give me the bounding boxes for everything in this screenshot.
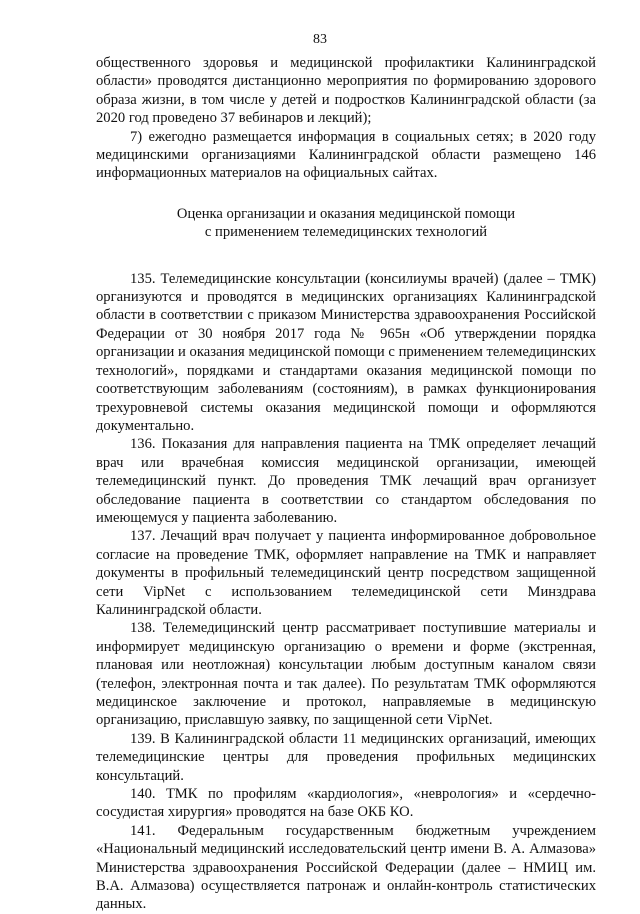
page-number: 83	[313, 32, 327, 47]
paragraph-140: 140. ТМК по профилям «кардиология», «неврология» и «сердечно-сосудистая хирургия» проводятся на базе ОКБ КО.	[96, 786, 596, 821]
section-heading: Оценка организации и оказания медицинской помощи с применением телемедицинских технологий	[176, 205, 516, 241]
paragraph-137: 137. Лечащий врач получает у пациента информированное добровольное согласие на проведение ТМК, оформляет направление на ТМК и направляет документы в профильный телемедицинский центр посредством защищенной сети VipNet с использованием телемедицинской сети Минздрава Калининградской области.	[96, 528, 596, 618]
paragraph-139: 139. В Калининградской области 11 медицинских организаций, имеющих телемедицинские центры для проведения профильных медицинских консультаций.	[96, 730, 596, 784]
paragraph-136: 136. Показания для направления пациента на ТМК определяет лечащий врач или врачебная комиссия медицинской организации, имеющей телемедицинский пункт. До проведения ТМК лечащий врач организует обследование пациента в соответствии со стандартом обследования по имеющемуся у пациента заболеванию.	[96, 436, 596, 526]
paragraph-138: 138. Телемедицинский центр рассматривает поступившие материалы и информирует медицинскую организацию о времени и форме (экстренная, плановая или неотложная) консультации любым доступным каналом связи (телефон, электронная почта и так далее). По результатам ТМК оформляются медицинское заключение и протокол, направляемые в медицинскую организацию, приславшую заявку, по защищенной сети VipNet.	[96, 620, 596, 729]
intro-paragraph-1: общественного здоровья и медицинской профилактики Калининградской области» проводятся дистанционно мероприятия по формированию здорового образа жизни, в том числе у детей и подростков Калининградской области (за 2020 год проведено 37 вебинаров и лекций);	[96, 55, 596, 127]
paragraph-135: 135. Телемедицинские консультации (консилиумы врачей) (далее – ТМК) организуются и проводятся в медицинских организациях Калининградской области в соответствии с приказом Министерства здравоохранения Российской Федерации от 30 ноября 2017 года № 965н «Об утверждении порядка организации и оказания медицинской помощи с применением телемедицинских технологий», порядками и стандартами оказания медицинской помощи по соответствующим заболеваниям (состояниям), в рамках функционирования трехуровневой системы оказания медицинской помощи и оформляются документально.	[96, 270, 596, 434]
intro-paragraph-2: 7) ежегодно размещается информация в социальных сетях; в 2020 году медицинскими организациями Калининградской области размещено 146 информационных материалов на официальных сайтах.	[96, 128, 596, 182]
paragraph-141: 141. Федеральным государственным бюджетным учреждением «Национальный медицинский исследовательский центр имени В. А. Алмазова» Министерства здравоохранения Российской Федерации (далее – НМИЦ им. В.А. Алмазова) осуществляется патронаж и онлайн-контроль статистических данных.	[96, 822, 596, 913]
